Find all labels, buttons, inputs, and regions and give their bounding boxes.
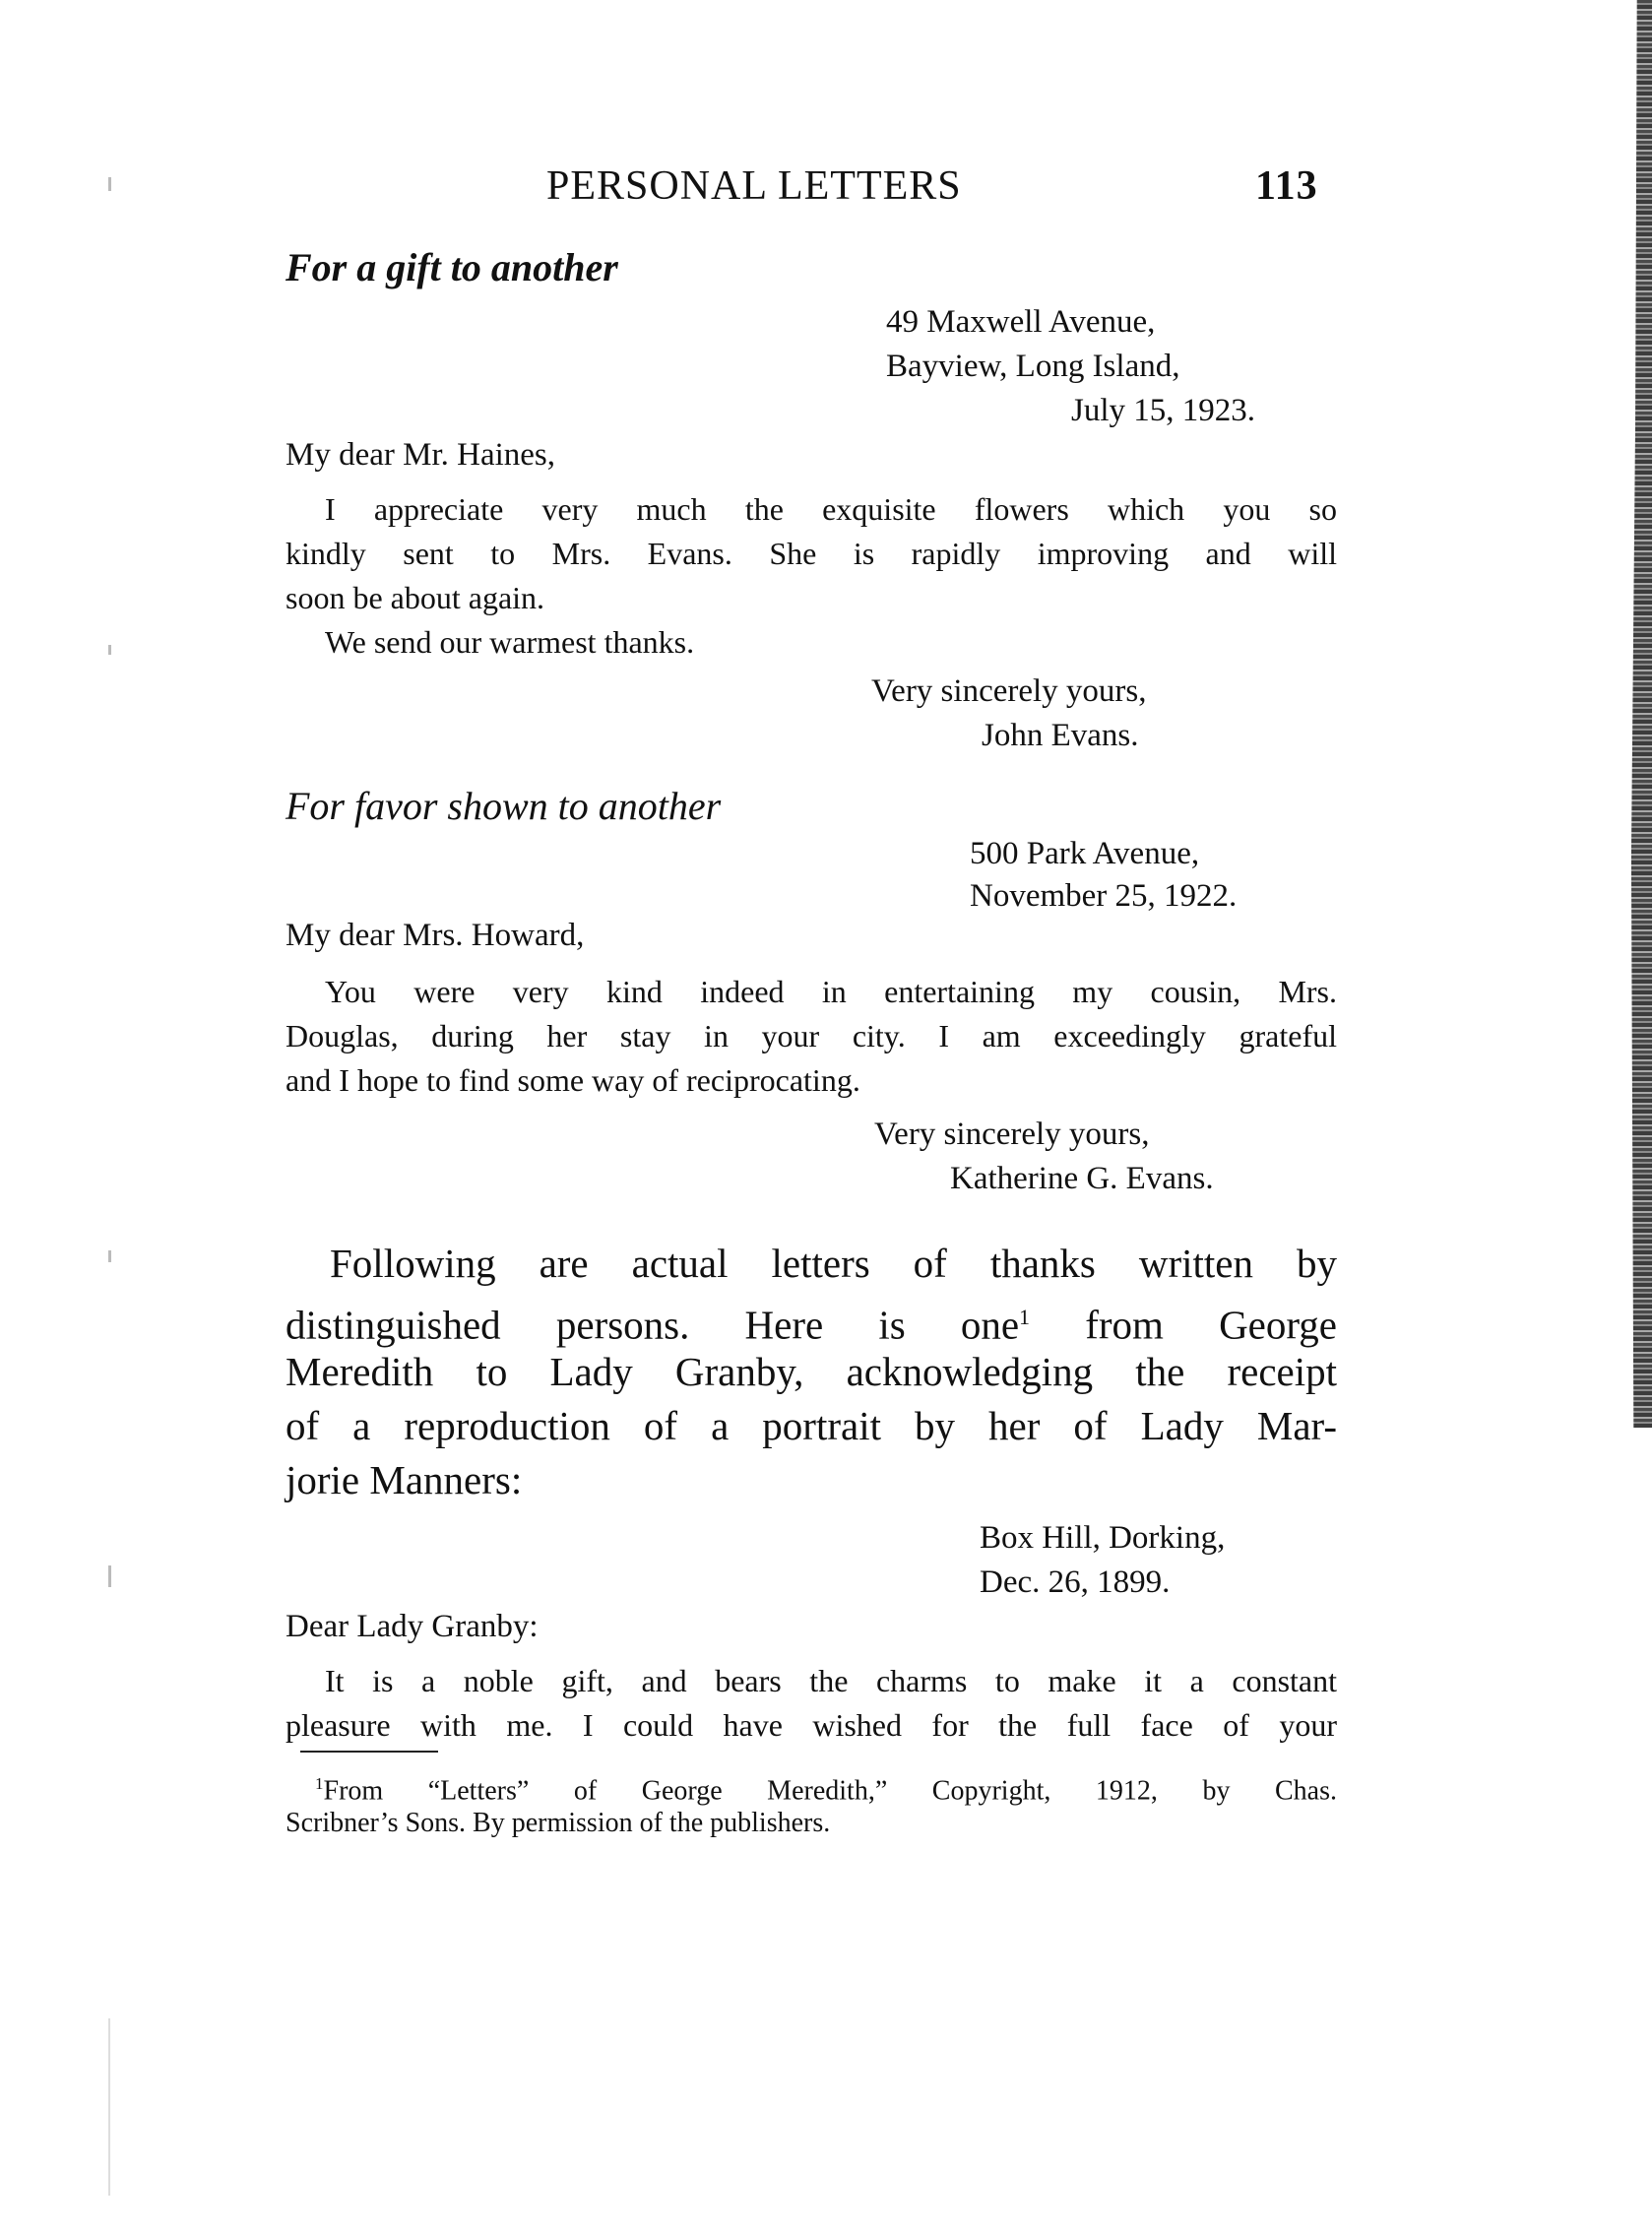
- salutation: My dear Mr. Haines,: [286, 437, 556, 473]
- section-heading: For a gift to another: [286, 245, 618, 289]
- letter-date: November 25, 1922.: [970, 878, 1238, 914]
- footnote-rule: [300, 1751, 438, 1753]
- salutation: My dear Mrs. Howard,: [286, 918, 585, 953]
- paragraph-line: soon be about again.: [286, 580, 545, 615]
- letter-signature: John Evans.: [982, 718, 1139, 753]
- running-title: PERSONAL LETTERS: [546, 163, 962, 209]
- address-line: 49 Maxwell Avenue,: [886, 304, 1156, 340]
- letter-closing: Very sincerely yours,: [871, 673, 1147, 709]
- scan-speck: [108, 177, 111, 191]
- page-edge-shadow: [1619, 0, 1652, 1428]
- scan-speck: [108, 1250, 111, 1262]
- footnote-line: Scribner’s Sons. By permission of the publishers.: [286, 1808, 831, 1838]
- footnote-marker: 1: [315, 1774, 324, 1793]
- letter-date: Dec. 26, 1899.: [980, 1564, 1171, 1600]
- paragraph-line: kindly sent to Mrs. Evans. She is rapidly improving and will: [286, 536, 1337, 571]
- letter-signature: Katherine G. Evans.: [950, 1161, 1214, 1196]
- address-line: 500 Park Avenue,: [970, 836, 1200, 871]
- intro-text: distinguished persons. Here is one: [286, 1302, 1020, 1348]
- address-line: Box Hill, Dorking,: [980, 1520, 1226, 1556]
- intro-line: Meredith to Lady Granby, acknowledging the receipt: [286, 1349, 1337, 1394]
- letter-closing: Very sincerely yours,: [874, 1117, 1150, 1152]
- intro-line: Following are actual letters of thanks written by: [330, 1241, 1337, 1286]
- salutation: Dear Lady Granby:: [286, 1609, 539, 1644]
- intro-line: of a reproduction of a portrait by her of Lady Mar-: [286, 1403, 1337, 1448]
- paragraph-line: pleasure with me. I could have wished for the full face of your: [286, 1707, 1337, 1743]
- paragraph-line: You were very kind indeed in entertaining my cousin, Mrs.: [325, 974, 1337, 1009]
- intro-text: from George: [1030, 1302, 1337, 1348]
- section-heading: For favor shown to another: [286, 784, 722, 828]
- address-line: Bayview, Long Island,: [886, 349, 1180, 384]
- footnote-text: From “Letters” of George Meredith,” Copyright, 1912, by Chas.: [323, 1775, 1337, 1807]
- scan-speck: [108, 2018, 110, 2196]
- letter-date: July 15, 1923.: [1071, 393, 1256, 428]
- paragraph-line: We send our warmest thanks.: [325, 624, 695, 660]
- paragraph-line: It is a noble gift, and bears the charms to make it a constant: [325, 1663, 1337, 1698]
- paragraph-line: I appreciate very much the exquisite flowers which you so: [325, 491, 1337, 527]
- paragraph-line: and I hope to find some way of reciprocating.: [286, 1062, 860, 1098]
- page-number: 113: [1255, 163, 1318, 209]
- scan-speck: [108, 1565, 111, 1587]
- intro-line: jorie Manners:: [286, 1457, 523, 1502]
- paragraph-line: Douglas, during her stay in your city. I am exceedingly grateful: [286, 1018, 1337, 1053]
- footnote-reference: 1: [1019, 1305, 1031, 1329]
- scan-speck: [108, 645, 111, 655]
